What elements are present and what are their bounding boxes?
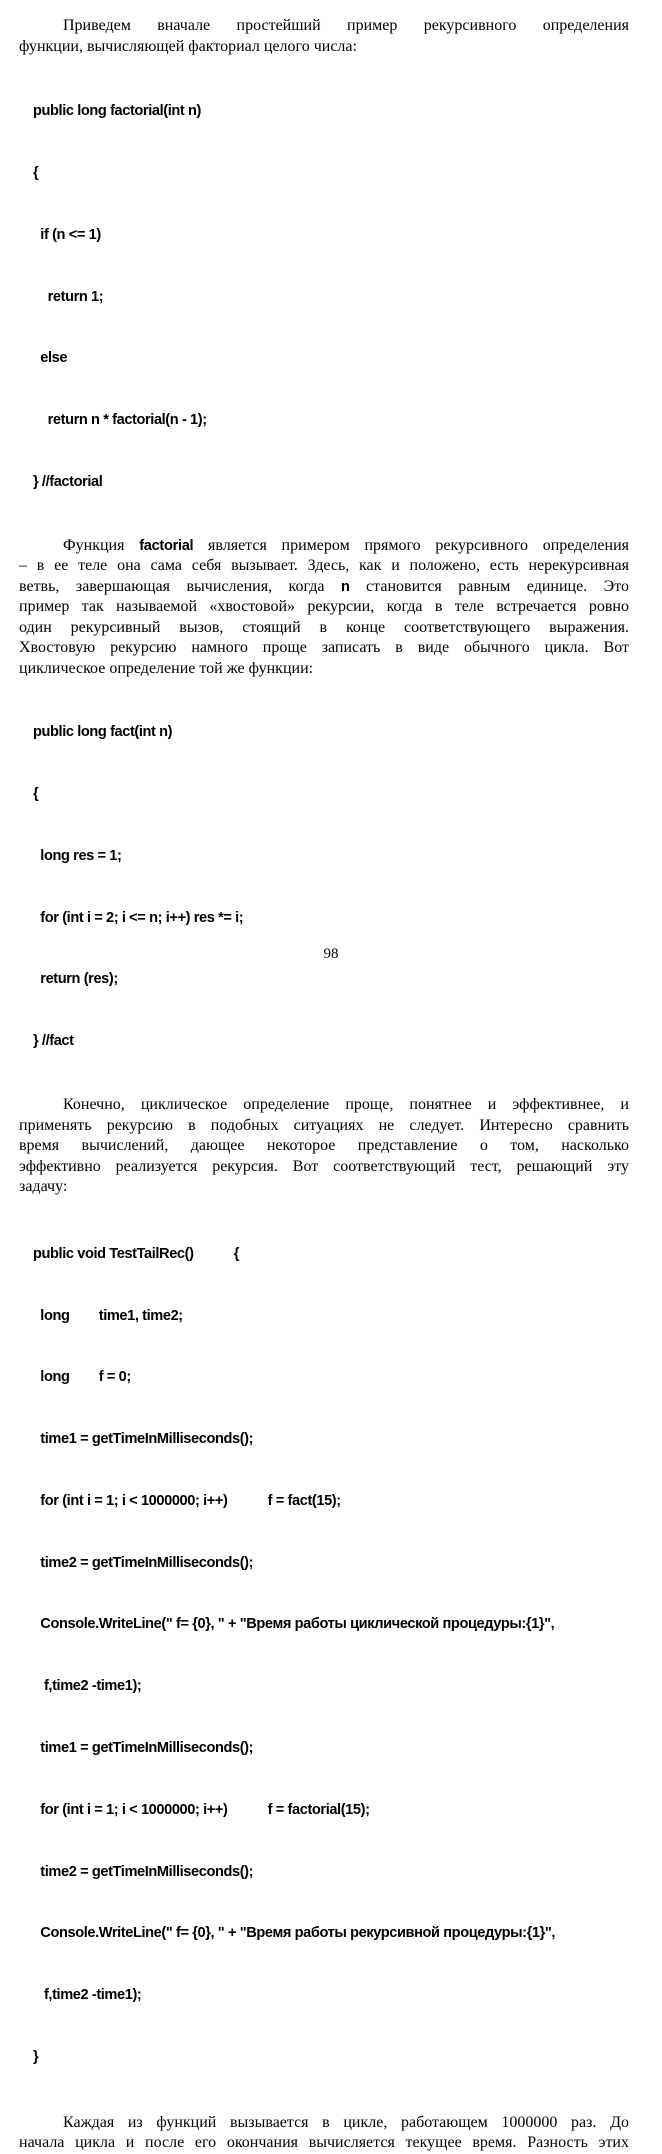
- code-line: public void TestTailRec() {: [33, 1245, 240, 1262]
- paragraph-conclusion: [19, 2113, 629, 2154]
- text-line: [19, 536, 629, 557]
- text-line: применять рекурсию в подобных ситуациях не следует. Интересно сравнить: [19, 1116, 629, 1134]
- text-line: пример так называемой «хвостовой» рекурсии, когда в теле встречается ровно: [19, 598, 629, 616]
- code-line: {: [33, 786, 39, 803]
- text-line: Конечно, циклическое определение проще, понятнее и эффективнее, и: [63, 1096, 629, 1114]
- code-line: f,time2 -time1);: [33, 1987, 142, 2004]
- text-fragment: является примером прямого рекурсивного определения: [193, 536, 629, 554]
- code-line: time2 = getTimeInMilliseconds();: [33, 1554, 254, 1571]
- code-block-test: [19, 1203, 629, 2109]
- code-line: time2 = getTimeInMilliseconds();: [33, 1863, 254, 1880]
- inline-code-factorial: factorial: [139, 537, 194, 554]
- paragraph-comparison: [19, 1095, 629, 1198]
- inline-code-n: n: [340, 578, 350, 595]
- paragraph-tail-recursion: [19, 536, 629, 680]
- code-line: return (res);: [33, 971, 118, 988]
- text-line: – в ее теле она сама себя вызывает. Здесь, как и положено, есть нерекурсивная: [19, 557, 629, 575]
- code-line: time1 = getTimeInMilliseconds();: [33, 1739, 254, 1756]
- paragraph-intro: [19, 16, 629, 57]
- code-line: {: [33, 164, 39, 181]
- text-line: Каждая из функций вызывается в цикле, работающем 1000000 раз. До: [63, 2113, 629, 2131]
- text-fragment: Функция: [63, 536, 140, 554]
- code-line: for (int i = 2; i <= n; i++) res *= i;: [33, 909, 244, 926]
- code-line: long time1, time2;: [33, 1307, 183, 1324]
- code-line: for (int i = 1; i < 1000000; i++) f = factorial(15);: [33, 1801, 370, 1818]
- book-page: [19, 16, 629, 2154]
- code-block-fact: [19, 681, 629, 1093]
- text-line: функции, вычисляющей факториал целого числа:: [19, 37, 357, 55]
- code-line: if (n <= 1): [33, 226, 101, 243]
- text-line: циклическое определение той же функции:: [19, 659, 314, 677]
- code-line: public long factorial(int n): [33, 103, 201, 120]
- text-line: Приведем вначале простейший пример рекурсивного определения: [63, 17, 629, 34]
- page-number: 98: [323, 946, 339, 962]
- code-line: f,time2 -time1);: [33, 1678, 142, 1695]
- text-line: эффективно реализуется рекурсия. Вот соответствующий тест, решающий эту: [19, 1157, 629, 1175]
- code-line: long f = 0;: [33, 1369, 131, 1386]
- text-line: начала цикла и после его окончания вычисляется текущее время. Разность этих: [19, 2134, 629, 2152]
- text-line: задачу:: [19, 1178, 68, 1196]
- text-line: один рекурсивный вызов, стоящий в конце соответствующего выражения.: [19, 618, 629, 636]
- text-fragment: ветвь, завершающая вычисления, когда: [19, 577, 341, 595]
- code-block-factorial: [19, 60, 629, 534]
- code-line: public long fact(int n): [33, 724, 173, 741]
- text-fragment: становится равным единице. Это: [349, 577, 629, 595]
- text-line: Хвостовую рекурсию намного проще записать в виде обычного цикла. Вот: [19, 639, 629, 657]
- code-line: Console.WriteLine(" f= {0}, " + "Время работы циклической процедуры:{1}",: [33, 1616, 555, 1633]
- code-line: time1 = getTimeInMilliseconds();: [33, 1431, 254, 1448]
- text-line: время вычислений, дающее некоторое представление о том, насколько: [19, 1137, 629, 1155]
- text-line: [19, 577, 629, 598]
- code-line: }: [33, 2048, 39, 2065]
- code-line: long res = 1;: [33, 847, 122, 864]
- code-line: } //factorial: [33, 473, 103, 490]
- code-line: Console.WriteLine(" f= {0}, " + "Время работы рекурсивной процедуры:{1}",: [33, 1925, 556, 1942]
- code-line: return 1;: [33, 288, 104, 305]
- code-line: else: [33, 350, 68, 367]
- code-line: for (int i = 1; i < 1000000; i++) f = fact(15);: [33, 1492, 341, 1509]
- code-line: return n * factorial(n - 1);: [33, 412, 207, 429]
- code-line: } //fact: [33, 1033, 74, 1050]
